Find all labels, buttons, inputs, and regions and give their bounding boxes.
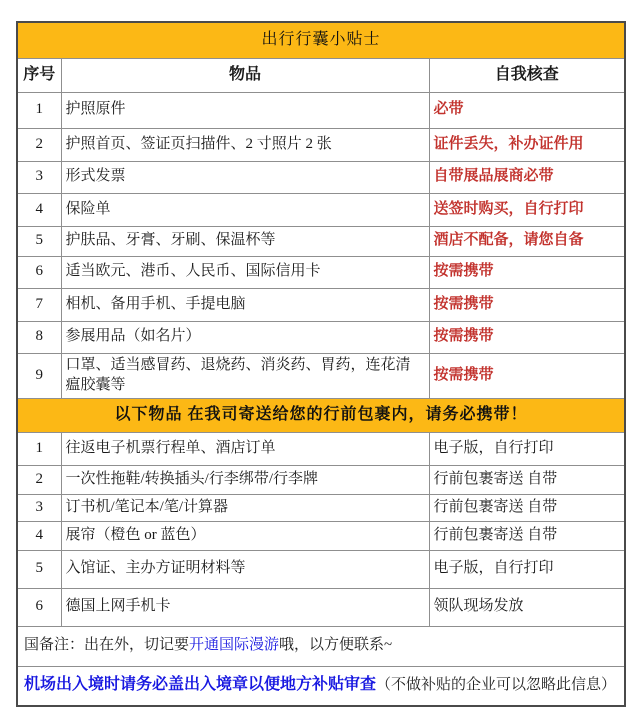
row-check: 行前包裹寄送 自带	[429, 521, 625, 550]
row-check: 行前包裹寄送 自带	[429, 494, 625, 521]
row-num: 6	[17, 588, 61, 626]
row-num: 6	[17, 256, 61, 288]
row-num: 8	[17, 321, 61, 353]
row-item: 护照原件	[61, 92, 429, 128]
row-num: 4	[17, 521, 61, 550]
row-check: 领队现场发放	[429, 588, 625, 626]
note1-highlight: 开通国际漫游	[189, 637, 280, 654]
row-item: 口罩、适当感冒药、退烧药、消炎药、胃药，连花清瘟胶囊等	[61, 353, 429, 398]
table-row	[17, 353, 625, 398]
row-num: 1	[17, 92, 61, 128]
travel-checklist-table	[16, 21, 626, 707]
table-row	[17, 128, 625, 161]
table-row	[17, 193, 625, 226]
row-check: 按需携带	[429, 321, 625, 353]
row-check: 必带	[429, 92, 625, 128]
table-row	[17, 432, 625, 465]
row-item: 保险单	[61, 193, 429, 226]
note2-suffix: （不做补贴的企业可以忽略此信息）	[376, 676, 617, 694]
note1-suffix: 哦，以方便联系~	[279, 637, 393, 654]
row-check: 行前包裹寄送 自带	[429, 465, 625, 494]
row-num: 5	[17, 550, 61, 588]
row-item: 订书机/笔记本/笔/计算器	[61, 494, 429, 521]
row-num: 5	[17, 226, 61, 256]
table-row	[17, 588, 625, 626]
row-check: 酒店不配备，请您自备	[429, 226, 625, 256]
table-row	[17, 465, 625, 494]
row-item: 展帘（橙色 or 蓝色）	[61, 521, 429, 550]
section1-banner	[17, 22, 625, 58]
row-check: 证件丢失，补办证件用	[429, 128, 625, 161]
section2-banner	[17, 398, 625, 432]
header-item: 物品	[61, 58, 429, 92]
row-item: 护照首页、签证页扫描件、2 寸照片 2 张	[61, 128, 429, 161]
row-item: 往返电子机票行程单、酒店订单	[61, 432, 429, 465]
row-num: 2	[17, 128, 61, 161]
note2-highlight: 机场出入境时请务必盖出入境章以便地方补贴审查	[24, 676, 377, 694]
row-check: 送签时购买，自行打印	[429, 193, 625, 226]
row-num: 9	[17, 353, 61, 398]
row-check: 按需携带	[429, 256, 625, 288]
row-item: 相机、备用手机、手提电脑	[61, 288, 429, 321]
row-item: 适当欧元、港币、人民币、国际信用卡	[61, 256, 429, 288]
row-num: 3	[17, 161, 61, 193]
row-item: 一次性拖鞋/转换插头/行李绑带/行李牌	[61, 465, 429, 494]
table-row	[17, 256, 625, 288]
row-num: 1	[17, 432, 61, 465]
row-check: 电子版，自行打印	[429, 550, 625, 588]
note1-prefix: 国备注：出在外，切记要	[24, 637, 190, 654]
row-num: 7	[17, 288, 61, 321]
table-row	[17, 521, 625, 550]
table-row	[17, 92, 625, 128]
row-item: 护肤品、牙膏、牙刷、保温杯等	[61, 226, 429, 256]
row-num: 3	[17, 494, 61, 521]
row-check: 电子版，自行打印	[429, 432, 625, 465]
footer-note-stamp	[17, 666, 625, 706]
table-row	[17, 288, 625, 321]
row-check: 自带展品展商必带	[429, 161, 625, 193]
header-num: 序号	[17, 58, 61, 92]
row-check: 按需携带	[429, 353, 625, 398]
row-check: 按需携带	[429, 288, 625, 321]
table-row	[17, 494, 625, 521]
row-item: 参展用品（如名片）	[61, 321, 429, 353]
column-header-row	[17, 58, 625, 92]
table-row	[17, 321, 625, 353]
row-item: 德国上网手机卡	[61, 588, 429, 626]
header-check: 自我核查	[429, 58, 625, 92]
row-num: 4	[17, 193, 61, 226]
table-row	[17, 161, 625, 193]
row-item: 形式发票	[61, 161, 429, 193]
row-item: 入馆证、主办方证明材料等	[61, 550, 429, 588]
row-num: 2	[17, 465, 61, 494]
table-row	[17, 550, 625, 588]
footer-note-roaming	[17, 626, 625, 666]
section1-banner-title: 出行行囊小贴士	[17, 22, 625, 58]
section2-banner-title: 以下物品 在我司寄送给您的行前包裹内，请务必携带！	[17, 398, 625, 432]
table-row	[17, 226, 625, 256]
